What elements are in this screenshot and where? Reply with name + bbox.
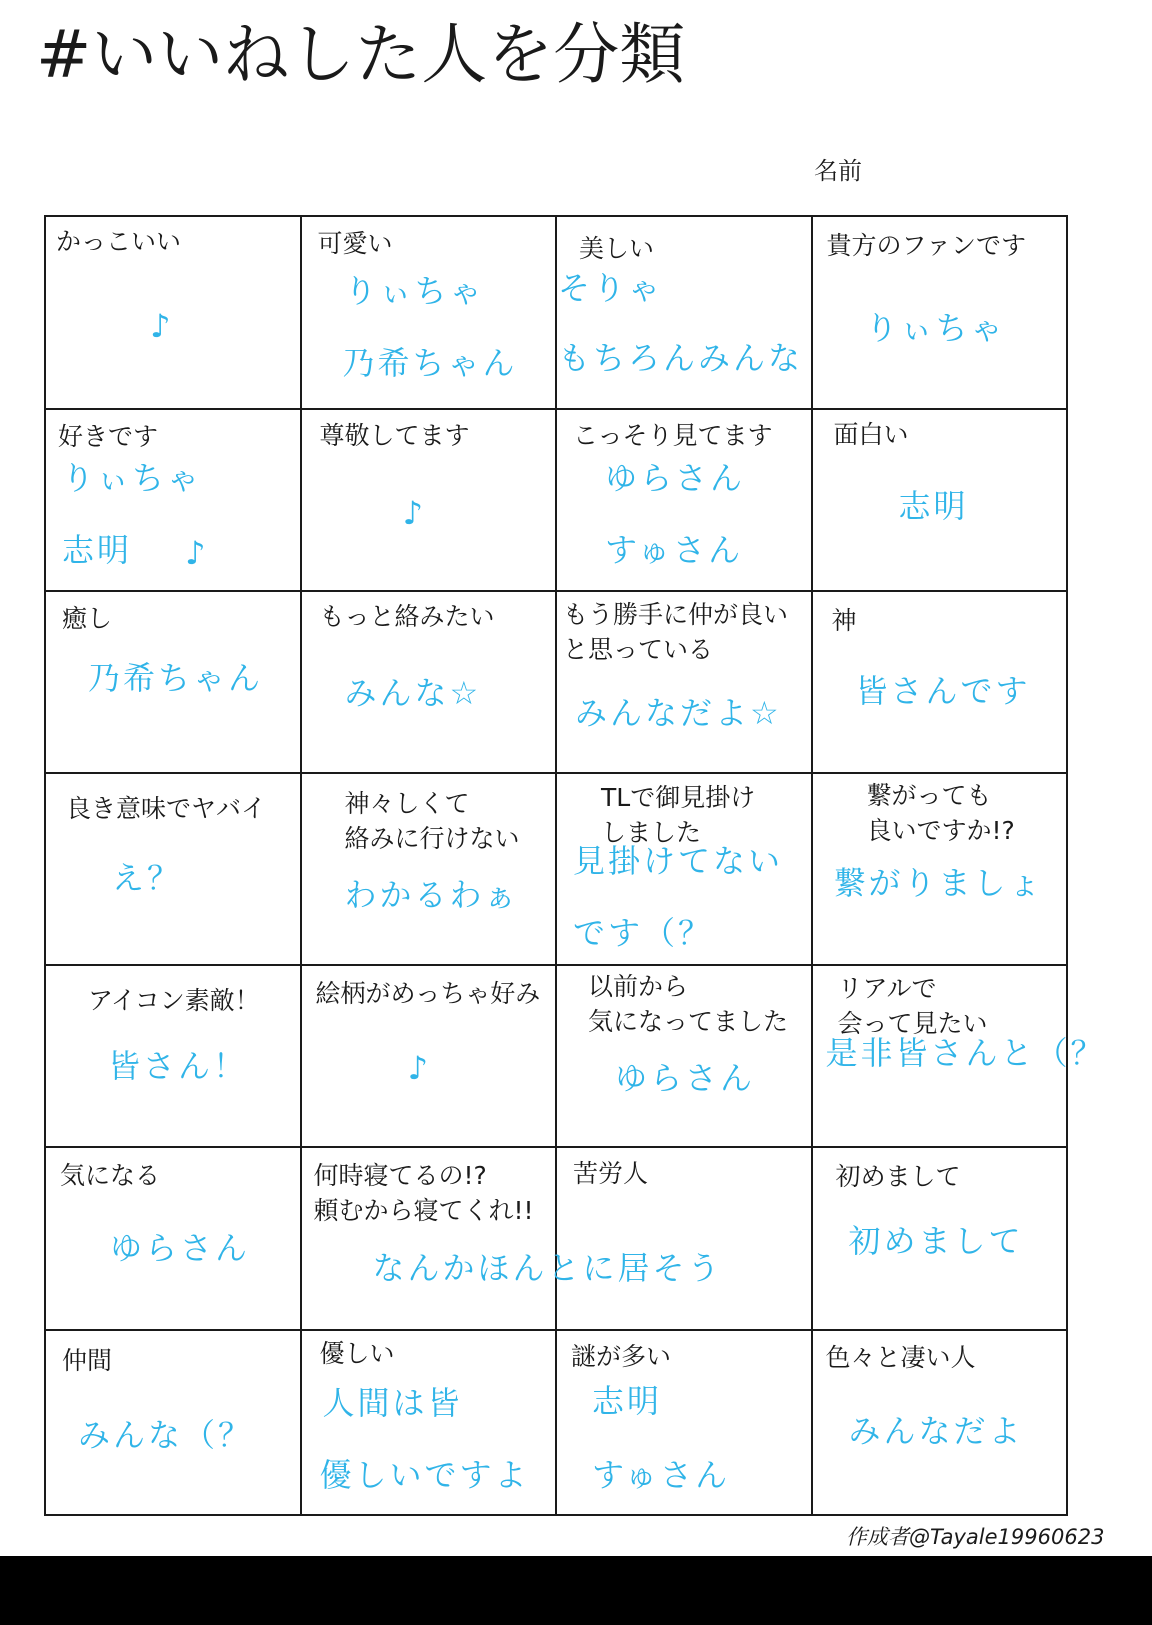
classification-grid — [44, 215, 1106, 1516]
category-label — [563, 597, 788, 667]
handwritten-answer: そりゃ — [558, 269, 664, 307]
category-label-line: と思っている — [563, 635, 714, 664]
handwritten-answer: すゅさん — [605, 531, 744, 569]
category-cell — [302, 774, 556, 964]
music-note-icon: ♪ — [185, 534, 209, 572]
category-cell — [813, 410, 1067, 590]
category-label-line: 以前から — [588, 972, 689, 1001]
category-cell — [813, 217, 1067, 408]
handwritten-answer: りぃちゃ — [865, 309, 1006, 347]
category-cell — [46, 966, 300, 1146]
category-cell — [46, 410, 300, 590]
category-label: 尊敬してます — [319, 421, 470, 450]
category-cell — [813, 966, 1106, 1146]
name-label: 名前 — [814, 157, 862, 185]
category-label-line: 絡みに行けない — [344, 824, 520, 853]
handwritten-answer: みんなだよ☆ — [575, 694, 782, 732]
handwritten-answer: 皆さんです — [855, 672, 1031, 710]
category-label-line: もう勝手に仲が良い — [563, 600, 789, 629]
category-label: 好きです — [58, 422, 159, 451]
category-cell — [813, 1148, 1067, 1329]
category-label: 可愛い — [317, 229, 393, 258]
category-cell — [46, 774, 300, 964]
handwritten-answer: 皆さん！ — [108, 1047, 249, 1085]
category-cell — [557, 217, 811, 408]
category-label: 良き意味でヤバイ — [66, 794, 267, 823]
handwritten-answer: りぃちゃ — [62, 459, 203, 497]
category-label-line: 神々しくて — [344, 789, 470, 818]
spanning-handwritten-answer: なんかほんとに居そう — [372, 1249, 723, 1287]
category-label: 気になる — [60, 1161, 161, 1190]
handwritten-answer: 見掛けてない — [573, 842, 784, 880]
category-cell — [302, 1331, 556, 1514]
category-cell — [302, 410, 556, 590]
handwritten-answer: ゆらさん — [615, 1059, 756, 1097]
category-label: 初めまして — [835, 1162, 961, 1191]
category-label — [588, 969, 788, 1039]
category-cell — [46, 1148, 300, 1329]
category-label-line: TLで御見掛け — [601, 783, 756, 812]
category-label: 優しい — [319, 1339, 395, 1368]
category-label: こっそり見てます — [573, 421, 773, 450]
category-label: 仲間 — [62, 1346, 113, 1375]
category-label: もっと絡みたい — [319, 602, 495, 631]
category-label — [314, 1158, 534, 1228]
handwritten-answer: ゆらさん — [110, 1229, 251, 1267]
category-label — [345, 786, 520, 856]
category-cell — [557, 410, 811, 590]
handwritten-answer: ゆらさん — [605, 459, 746, 497]
handwritten-answer: え？ — [112, 859, 183, 897]
category-label-line: 気になってました — [588, 1007, 789, 1036]
handwritten-answer: 初めまして — [848, 1222, 1024, 1260]
author-credit: 作成者@Tayale19960623 — [846, 1525, 1105, 1549]
category-label: 絵柄がめっちゃ好み — [315, 979, 541, 1008]
category-label — [838, 971, 988, 1041]
handwritten-answer: 志明 — [62, 531, 133, 569]
music-note-icon: ♪ — [407, 1049, 431, 1087]
category-cell — [813, 1331, 1067, 1514]
category-label: アイコン素敵！ — [88, 986, 260, 1015]
category-cell — [813, 592, 1067, 772]
category-cell — [557, 592, 811, 772]
category-label-line: 会って見たい — [837, 1009, 988, 1038]
category-label: 貴方のファンです — [826, 231, 1027, 260]
category-label-line: 良いですか!? — [866, 816, 1015, 845]
category-label: 苦労人 — [573, 1159, 649, 1188]
category-label-line: 繋がっても — [866, 781, 992, 810]
category-cell — [46, 592, 300, 772]
handwritten-answer: りぃちゃ — [344, 272, 485, 310]
handwritten-answer: 乃希ちゃん — [342, 344, 518, 382]
handwritten-answer: です（？ — [573, 914, 714, 952]
handwritten-answer: もちろんみんな — [558, 339, 804, 377]
page-title: #いいねした人を分類 — [36, 16, 686, 93]
category-label: 癒し — [62, 604, 113, 633]
category-label: 謎が多い — [571, 1342, 672, 1371]
category-label: かっこいい — [56, 227, 182, 256]
handwritten-answer: わかるわぁ — [344, 876, 520, 914]
category-cell — [302, 592, 556, 772]
category-cell — [302, 217, 556, 408]
category-cell — [302, 966, 556, 1146]
handwritten-answer: みんな☆ — [344, 674, 482, 712]
category-cell — [813, 774, 1067, 964]
category-cell — [557, 966, 811, 1146]
category-label-line: リアルで — [837, 974, 937, 1003]
category-label: 面白い — [833, 420, 909, 449]
category-label-line: しました — [601, 818, 702, 847]
handwritten-answer: 優しいですよ — [319, 1456, 530, 1494]
handwritten-answer: 志明 — [898, 487, 969, 525]
handwritten-answer: 人間は皆 — [322, 1384, 463, 1422]
handwritten-answer: 是非皆さんと（？ — [825, 1034, 1106, 1072]
music-note-icon: ♪ — [402, 494, 426, 532]
handwritten-answer: 乃希ちゃん — [88, 659, 264, 697]
category-cell — [46, 1331, 300, 1514]
handwritten-answer: 繋がりましょ — [833, 864, 1044, 902]
category-cell — [557, 1331, 811, 1514]
category-label — [867, 778, 1015, 848]
music-note-icon: ♪ — [150, 307, 174, 345]
category-cell — [557, 774, 811, 964]
category-label: 色々と凄い人 — [825, 1343, 976, 1372]
category-cell — [46, 217, 300, 408]
category-label: 神 — [831, 606, 857, 635]
handwritten-answer: 志明 — [592, 1382, 663, 1420]
bottom-bar — [0, 1556, 1152, 1625]
category-label: 美しい — [579, 234, 655, 263]
handwritten-answer: みんな（？ — [78, 1416, 254, 1454]
category-cell — [557, 1148, 811, 1329]
category-label-line: 頼むから寝てくれ!! — [313, 1196, 534, 1225]
category-label — [601, 780, 755, 850]
category-label-line: 何時寝てるの!? — [313, 1161, 487, 1190]
handwritten-answer: みんなだよ — [848, 1412, 1024, 1450]
handwritten-answer: すゅさん — [592, 1456, 731, 1494]
